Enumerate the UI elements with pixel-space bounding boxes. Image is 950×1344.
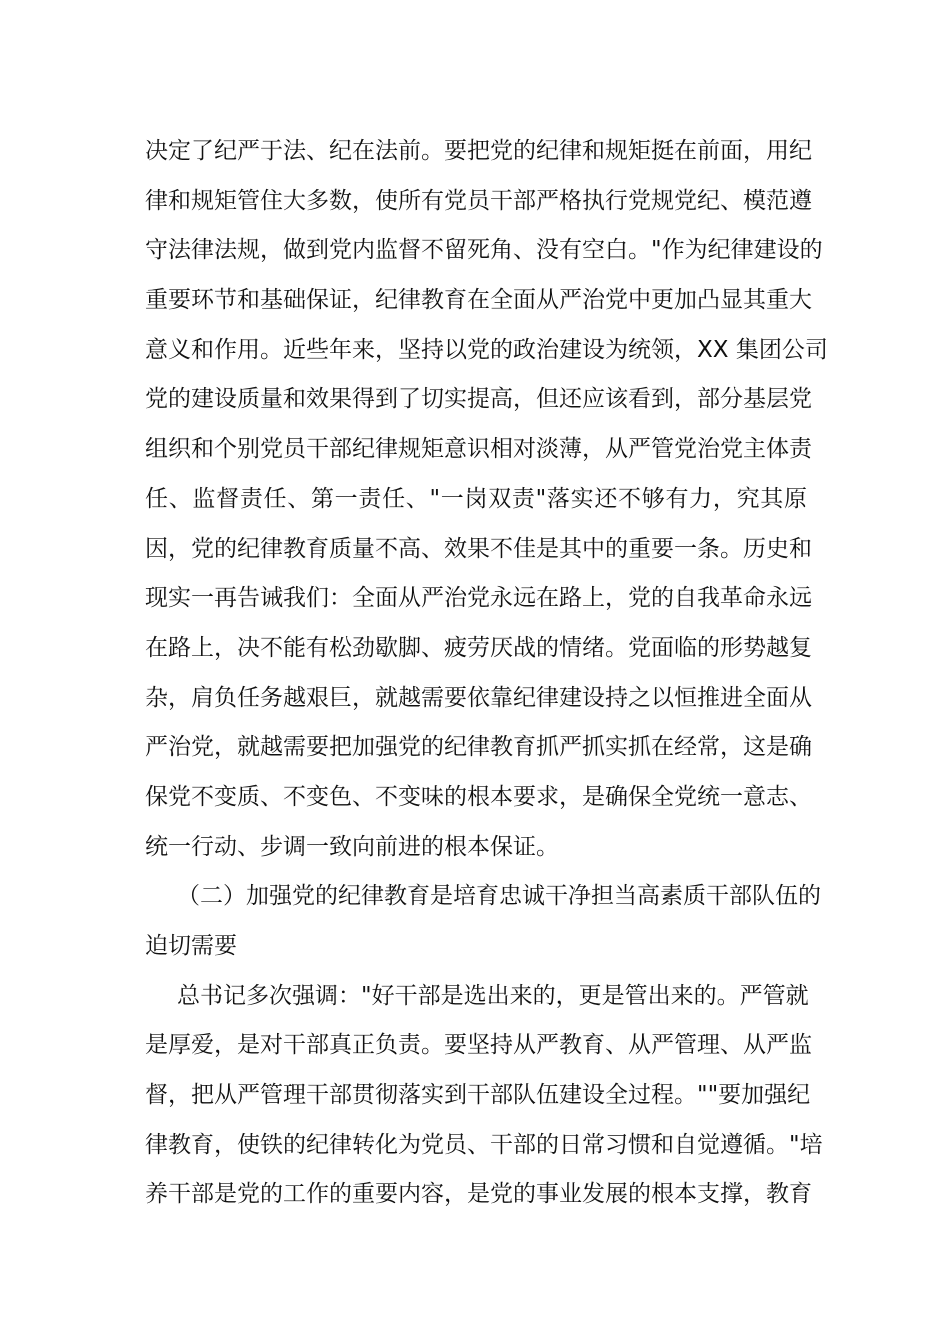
text-line: 在路上，决不能有松劲歇脚、疲劳厌战的情绪。党面临的形势越复 <box>145 634 812 661</box>
text-line: 杂，肩负任务越艰巨，就越需要依靠纪律建设持之以恒推进全面从 <box>145 684 812 711</box>
text-line: 统一行动、步调一致向前进的根本保证。 <box>145 833 559 860</box>
text-line: 严治党，就越需要把加强党的纪律教育抓严抓实抓在经常，这是确 <box>145 734 812 761</box>
document-body <box>145 127 828 1220</box>
text-line: 决定了纪严于法、纪在法前。要把党的纪律和规矩挺在前面，用纪 <box>145 138 812 164</box>
text-line: 督，把从严管理干部贯彻落实到干部队伍建设全过程。""要加强纪 <box>145 1082 811 1109</box>
text-line: 养干部是党的工作的重要内容，是党的事业发展的根本支撑，教育 <box>145 1181 812 1208</box>
text-line: 任、监督责任、第一责任、"一岗双责"落实还不够有力，究其原 <box>145 485 807 512</box>
text-line: 党的建设质量和效果得到了切实提高，但还应该看到，部分基层党 <box>145 386 812 413</box>
text-line: 是厚爱，是对干部真正负责。要坚持从严教育、从严管理、从严监 <box>145 1032 812 1059</box>
text-line: 守法律法规，做到党内监督不留死角、没有空白。"作为纪律建设的 <box>145 237 823 264</box>
text-line: 总书记多次强调："好干部是选出来的，更是管出来的。严管就 <box>177 982 809 1009</box>
text-line: 意义和作用。近些年来，坚持以党的政治建设为统领，XX 集团公司 <box>145 336 828 363</box>
section-heading: （二）加强党的纪律教育是培育忠诚干净担当高素质干部队伍的 <box>177 883 821 910</box>
text-line: 重要环节和基础保证，纪律教育在全面从严治党中更加凸显其重大 <box>145 287 812 314</box>
section-heading: 迫切需要 <box>145 933 237 959</box>
text-line: 律教育，使铁的纪律转化为党员、干部的日常习惯和自觉遵循。"培 <box>145 1131 823 1158</box>
text-line: 保党不变质、不变色、不变味的根本要求，是确保全党统一意志、 <box>145 783 812 810</box>
text-line: 现实一再告诫我们：全面从严治党永远在路上，党的自我革命永远 <box>145 585 812 612</box>
text-line: 因，党的纪律教育质量不高、效果不佳是其中的重要一条。历史和 <box>145 535 812 562</box>
text-line: 组织和个别党员干部纪律规矩意识相对淡薄，从严管党治党主体责 <box>145 436 812 463</box>
text-line: 律和规矩管住大多数，使所有党员干部严格执行党规党纪、模范遵 <box>145 187 812 214</box>
